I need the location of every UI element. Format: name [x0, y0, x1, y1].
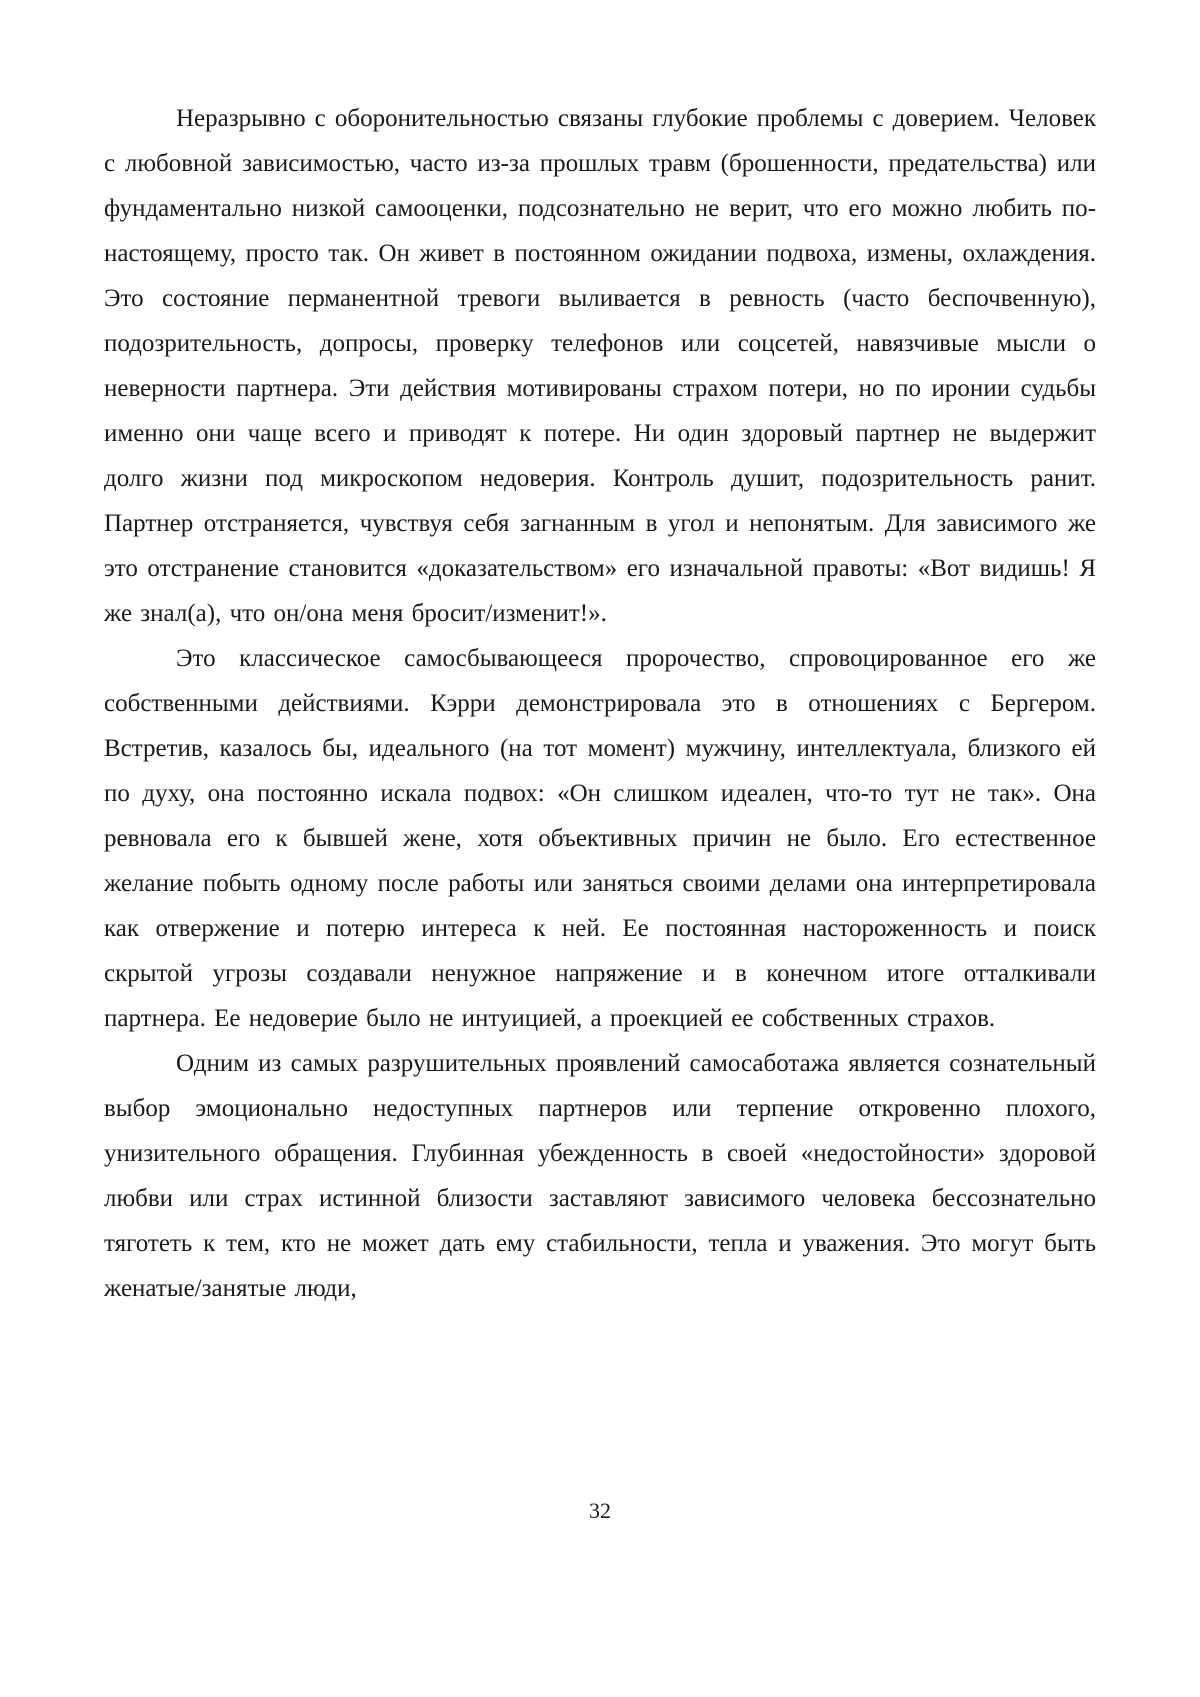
paragraph: Это классическое самосбывающееся пророчество, спровоцированное его же собственными действиями. Кэрри демонстрировала это в отношениях с Бергером. Встретив, казалось бы, идеального (на тот момент) мужчину, интеллектуала, близкого ей по духу, она постоянно искала подвох: «Он слишком идеален, что-то тут не так». Она ревновала его к бывшей жене, хотя объективных причин не было. Его естественное желание побыть одному после работы или заняться своими делами она интерпретировала как отвержение и потерю интереса к ней. Ее постоянная настороженность и поиск скрытой угрозы создавали ненужное напряжение и в конечном итоге отталкивали партнера. Ее недоверие было не интуицией, а проекцией ее собственных страхов. — [104, 645, 1096, 1032]
text-block — [104, 96, 1096, 1311]
page-number: 32 — [589, 1498, 611, 1523]
paragraph: Одним из самых разрушительных проявлений самосаботажа является сознательный выбор эмоционально недоступных партнеров или терпение откровенно плохого, унизительного обращения. Глубинная убежденность в своей «недостойности» здоровой любви или страх истинной близости заставляют зависимого человека бессознательно тяготеть к тем, кто не может дать ему стабильности, тепла и уважения. Это могут быть женатые/занятые люди, — [104, 1050, 1096, 1302]
paragraph: Неразрывно с оборонительностью связаны глубокие проблемы с доверием. Человек с любовной зависимостью, часто из-за прошлых травм (брошенности, предательства) или фундаментально низкой самооценки, подсознательно не верит, что его можно любить по-настоящему, просто так. Он живет в постоянном ожидании подвоха, измены, охлаждения. Это состояние перманентной тревоги выливается в ревность (часто беспочвенную), подозрительность, допросы, проверку телефонов или соцсетей, навязчивые мысли о неверности партнера. Эти действия мотивированы страхом потери, но по иронии судьбы именно они чаще всего и приводят к потере. Ни один здоровый партнер не выдержит долго жизни под микроскопом недоверия. Контроль душит, подозрительность ранит. Партнер отстраняется, чувствуя себя загнанным в угол и непонятым. Для зависимого же это отстранение становится «доказательством» его изначальной правоты: «Вот видишь! Я же знал(а), что он/она меня бросит/изменит!». — [104, 105, 1096, 627]
